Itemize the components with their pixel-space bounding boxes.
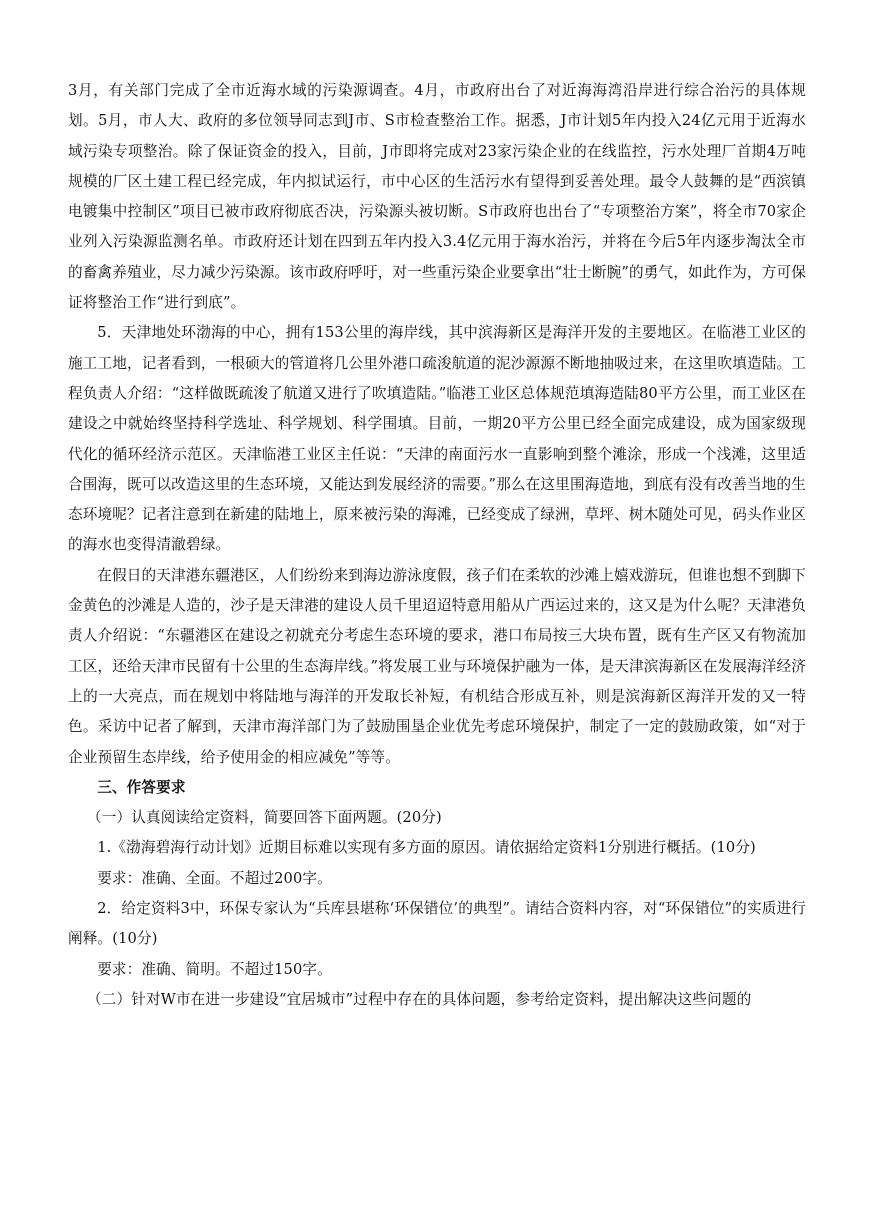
question-one: 1.《渤海碧海行动计划》近期目标难以实现有多方面的原因。请依据给定资料1分别进行概括。(10分) [97, 839, 756, 857]
section-heading: 三、作答要求 [97, 778, 186, 796]
document-page [68, 76, 806, 1015]
paragraph-dongjiang-port: 在假日的天津港东疆港区，人们纷纷来到海边游泳度假，孩子们在柔软的沙滩上嬉戏游玩，但谁也想不到脚下金黄色的沙滩是人造的，沙子是天津港的建设人员千里迢迢特意用船从广西运过来的，这又是为什么呢？天津港负责人介绍说：“东疆港区在建设之初就充分考虑生态环境的要求，港口布局按三大块布置，既有生产区又有物流加工区，还给天津市民留有十公里的生态海岸线。”将发展工业与环境保护融为一体，是天津滨海新区在发展海洋经济上的一大亮点，而在规划中将陆地与海洋的开发取长补短，有机结合形成互补，则是滨海新区海洋开发的又一特色。采访中记者了解到，天津市海洋部门为了鼓励围垦企业优先考虑环境保护，制定了一定的鼓励政策，如“对于企业预留生态岸线，给予使用金的相应减免”等等。 [68, 566, 806, 766]
question-two-requirement: 要求：准确、简明。不超过150字。 [97, 960, 332, 978]
paragraph-pollution-survey: 3月，有关部门完成了全市近海水域的污染源调查。4月，市政府出台了对近海海湾沿岸进行综合治污的具体规划。5月，市人大、政府的多位领导同志到J市、S市检查整治工作。据悉，J市计划5年内投入24亿元用于近海水域污染专项整治。除了保证资金的投入，目前，J市即将完成对23家污染企业的在线监控，污水处理厂首期4万吨规模的厂区土建工程已经完成，年内拟试运行，市中心区的生活污水有望得到妥善处理。最令人鼓舞的是“西滨镇电镀集中控制区”项目已被市政府彻底否决，污染源头被切断。S市政府也出台了“专项整治方案”，将全市70家企业列入污染源监测名单。市政府还计划在四到五年内投入3.4亿元用于海水治污，并将在今后5年内逐步淘汰全市的畜禽养殖业，尽力减少污染源。该市政府呼吁，对一些重污染企业要拿出“壮士断腕”的勇气，如此作为，方可保证将整治工作“进行到底”。 [68, 82, 806, 312]
question-one-requirement: 要求：准确、全面。不超过200字。 [97, 869, 332, 887]
part-one-instruction: （一）认真阅读给定资料，简要回答下面两题。(20分) [86, 809, 442, 827]
part-two-instruction: （二）针对W市在进一步建设“宜居城市”过程中存在的具体问题，参考给定资料，提出解决这些问题的 [86, 990, 752, 1008]
paragraph-tianjin-coastline: 5．天津地处环渤海的中心，拥有153公里的海岸线，其中滨海新区是海洋开发的主要地区。在临港工业区的施工工地，记者看到，一根硕大的管道将几公里外港口疏浚航道的泥沙源源不断地抽吸过来，在这里吹填造陆。工程负责人介绍：“这样做既疏浚了航道又进行了吹填造陆。”临港工业区总体规范填海造陆80平方公里，而工业区在建设之中就始终坚持科学选址、科学规划、科学围填。目前，一期20平方公里已经全面完成建设，成为国家级现代化的循环经济示范区。天津临港工业区主任说：“天津的南面污水一直影响到整个滩涂，形成一个浅滩，这里适合围海，既可以改造这里的生态环境，又能达到发展经济的需要。”那么在这里围海造地，到底有没有改善当地的生态环境呢？记者注意到在新建的陆地上，原来被污染的海滩，已经变成了绿洲，草坪、树木随处可见，码头作业区的海水也变得清澈碧绿。 [68, 324, 806, 554]
question-two: 2．给定资料3中，环保专家认为“兵库县堪称‘环保错位’的典型”。请结合资料内容，对“环保错位”的实质进行阐释。(10分) [68, 900, 806, 948]
